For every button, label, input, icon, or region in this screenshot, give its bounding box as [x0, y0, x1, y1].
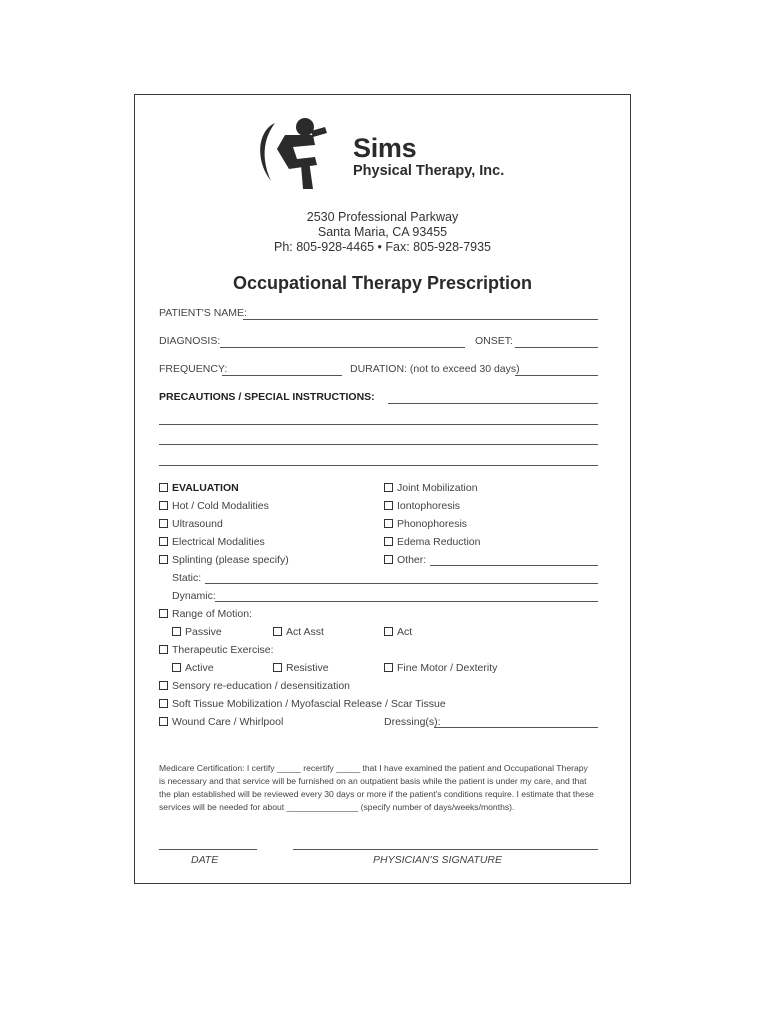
address-line-1: 2530 Professional Parkway [306, 210, 459, 224]
certification-line-2: is necessary and that service will be furnished on an outpatient basis while the patient is under my care, and that [159, 776, 587, 786]
iontophoresis-checkbox[interactable] [384, 501, 393, 510]
act-asst-label: Act Asst [286, 626, 324, 638]
fine-motor-item[interactable] [384, 662, 497, 674]
edema-reduction-label: Edema Reduction [397, 536, 481, 548]
certification-line-1: Medicare Certification: I certify _____ recertify _____ that I have examined the patient and Occupational Therapy [159, 763, 588, 773]
active-item[interactable] [172, 662, 214, 674]
active-label: Active [185, 662, 214, 674]
electrical-checkbox[interactable] [159, 537, 168, 546]
wound-care-label: Wound Care / Whirlpool [172, 716, 284, 728]
patient-name-label: PATIENT'S NAME: [159, 307, 247, 319]
range-of-motion-checkbox[interactable] [159, 609, 168, 618]
onset-label: ONSET: [475, 335, 513, 347]
joint-mobilization-item[interactable] [384, 482, 478, 494]
dressings-label: Dressing(s): [384, 716, 441, 728]
precautions-field[interactable] [388, 403, 598, 404]
passive-checkbox[interactable] [172, 627, 181, 636]
evaluation-item[interactable] [159, 482, 239, 494]
resistive-checkbox[interactable] [273, 663, 282, 672]
therapeutic-exercise-checkbox[interactable] [159, 645, 168, 654]
iontophoresis-item[interactable] [384, 500, 460, 512]
splinting-label: Splinting (please specify) [172, 554, 289, 566]
frequency-label: FREQUENCY: [159, 363, 228, 375]
phonophoresis-item[interactable] [384, 518, 467, 530]
dynamic-field[interactable] [215, 601, 598, 602]
form-title: Occupational Therapy Prescription [232, 273, 533, 293]
instructions-line-2[interactable] [159, 444, 598, 445]
edema-reduction-item[interactable] [384, 536, 480, 548]
ultrasound-checkbox[interactable] [159, 519, 168, 528]
dressings-field[interactable] [434, 727, 598, 728]
range-of-motion-label: Range of Motion: [172, 608, 252, 620]
splinting-checkbox[interactable] [159, 555, 168, 564]
wound-care-checkbox[interactable] [159, 717, 168, 726]
company-name: Sims [353, 133, 417, 163]
phone-fax: Ph: 805-928-4465 • Fax: 805-928-7935 [273, 240, 492, 254]
company-subtitle: Physical Therapy, Inc. [353, 163, 505, 179]
active-checkbox[interactable] [172, 663, 181, 672]
passive-item[interactable] [172, 626, 222, 638]
resistive-item[interactable] [273, 662, 329, 674]
electrical-item[interactable] [159, 536, 265, 548]
ultrasound-item[interactable] [159, 518, 223, 530]
address-line-2: Santa Maria, CA 93455 [317, 225, 448, 239]
onset-field[interactable] [515, 347, 598, 348]
passive-label: Passive [185, 626, 222, 638]
soft-tissue-checkbox[interactable] [159, 699, 168, 708]
evaluation-label: EVALUATION [172, 482, 239, 494]
act-label: Act [397, 626, 413, 638]
range-of-motion-item[interactable] [159, 608, 252, 620]
certification-line-4: services will be needed for about _______________ (specify number of days/weeks/months). [159, 802, 515, 812]
sensory-label: Sensory re-education / desensitization [172, 680, 351, 692]
hot-cold-label: Hot / Cold Modalities [172, 500, 269, 512]
phonophoresis-checkbox[interactable] [384, 519, 393, 528]
prescription-form [134, 94, 631, 884]
other-field[interactable] [430, 565, 598, 566]
hot-cold-checkbox[interactable] [159, 501, 168, 510]
instructions-line-3[interactable] [159, 465, 598, 466]
instructions-line-1[interactable] [159, 424, 598, 425]
fine-motor-checkbox[interactable] [384, 663, 393, 672]
static-field[interactable] [205, 583, 598, 584]
act-item[interactable] [384, 626, 412, 638]
dynamic-label: Dynamic: [172, 590, 216, 602]
other-checkbox[interactable] [384, 555, 393, 564]
diagnosis-field[interactable] [220, 347, 465, 348]
splinting-item[interactable] [159, 554, 289, 566]
ultrasound-label: Ultrasound [172, 518, 223, 530]
sensory-checkbox[interactable] [159, 681, 168, 690]
soft-tissue-label: Soft Tissue Mobilization / Myofascial Release / Scar Tissue [172, 698, 446, 710]
sensory-item[interactable] [159, 680, 350, 692]
diagnosis-label: DIAGNOSIS: [159, 335, 221, 347]
frequency-field[interactable] [222, 375, 342, 376]
joint-mobilization-label: Joint Mobilization [397, 482, 478, 494]
duration-field[interactable] [515, 375, 598, 376]
company-logo-icon [253, 115, 343, 195]
certification-line-3: the plan established will be reviewed every 30 days or more if the patient's conditions require. I estimate that these [159, 789, 594, 799]
act-checkbox[interactable] [384, 627, 393, 636]
therapeutic-exercise-item[interactable] [159, 644, 274, 656]
joint-mobilization-checkbox[interactable] [384, 483, 393, 492]
physician-signature-field[interactable] [293, 849, 598, 850]
date-label: DATE [191, 854, 219, 866]
edema-reduction-checkbox[interactable] [384, 537, 393, 546]
date-field[interactable] [159, 849, 257, 850]
resistive-label: Resistive [286, 662, 329, 674]
physician-signature-label: PHYSICIAN'S SIGNATURE [373, 854, 502, 866]
other-item[interactable] [384, 554, 426, 566]
duration-label: DURATION: (not to exceed 30 days) [350, 363, 520, 375]
soft-tissue-item[interactable] [159, 698, 446, 710]
act-asst-item[interactable] [273, 626, 324, 638]
hot-cold-item[interactable] [159, 500, 269, 512]
precautions-label: PRECAUTIONS / SPECIAL INSTRUCTIONS: [159, 391, 375, 403]
electrical-label: Electrical Modalities [172, 536, 265, 548]
other-label: Other: [397, 554, 427, 566]
patient-name-field[interactable] [243, 319, 598, 320]
static-label: Static: [172, 572, 202, 584]
therapeutic-exercise-label: Therapeutic Exercise: [172, 644, 274, 656]
act-asst-checkbox[interactable] [273, 627, 282, 636]
phonophoresis-label: Phonophoresis [397, 518, 468, 530]
evaluation-checkbox[interactable] [159, 483, 168, 492]
fine-motor-label: Fine Motor / Dexterity [397, 662, 498, 674]
wound-care-item[interactable] [159, 716, 283, 728]
iontophoresis-label: Iontophoresis [397, 500, 461, 512]
